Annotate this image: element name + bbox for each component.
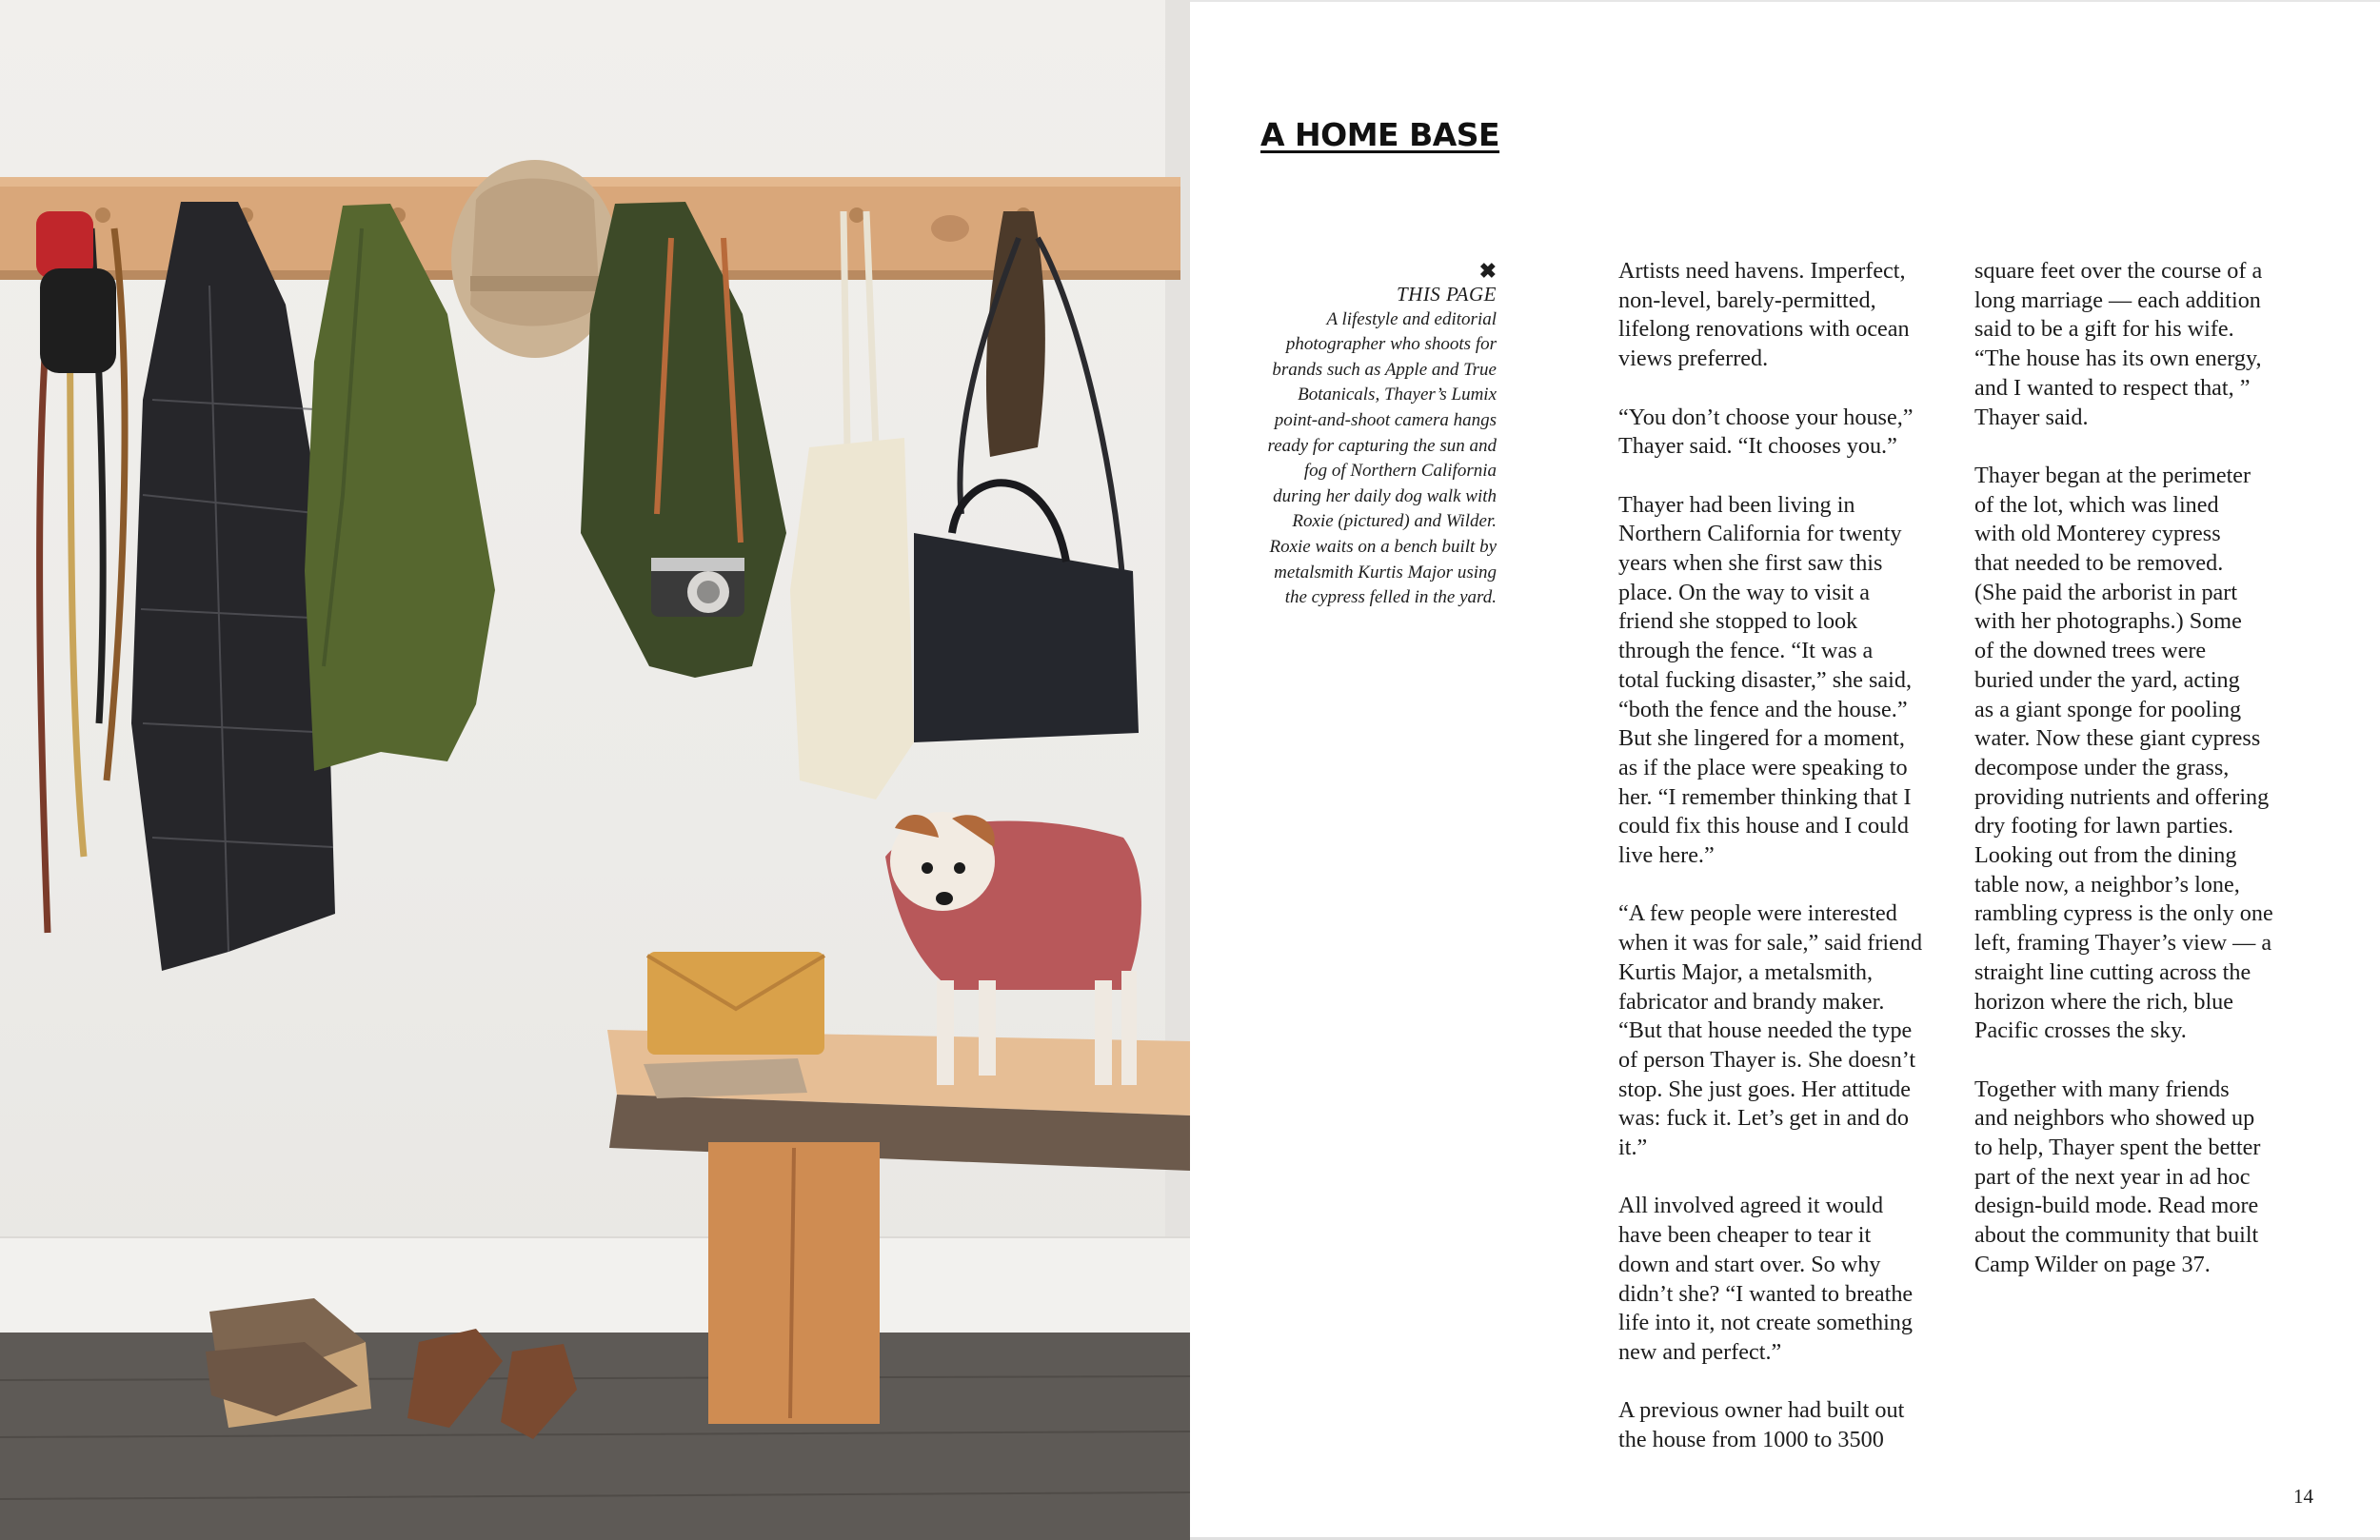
paragraph: square feet over the course of a long marriage — each addition said to be a gift for his wife. “The house has its own energy, and I wanted to respect that, ” Thayer said. bbox=[1974, 258, 2263, 430]
leather-envelope bbox=[647, 952, 824, 1055]
caption-body: A lifestyle and editorial photographer who shoots for brands such as Apple and True Botanicals, Thayer’s Lumix point-and-shoot camera hangs ready for capturing the sun and fog of Northern California during her daily dog walk with Roxie (pictured) and Wilder. Roxie waits on a bench built by metalsmith Kurtis Major using the cypress felled in the yard. bbox=[1267, 308, 1497, 608]
caption-x-icon: ✖ bbox=[1478, 259, 1497, 283]
paragraph: A previous owner had built out the house from 1000 to 3500 bbox=[1618, 1397, 1905, 1453]
headline: A HOME BASE bbox=[1260, 116, 1500, 153]
canvas-tote bbox=[790, 438, 914, 800]
article-column-1 bbox=[1618, 257, 1961, 1484]
paragraph: Thayer had been living in Northern California for twenty years when she first saw this place. On the way to visit a friend she stopped to look through the fence. “It was a total fucking disaster,” she said, “both the fence and the house.” But she lingered for a moment, as if the place were speaking to her. “I remember thinking that I could fix this house and I could live here.” bbox=[1618, 491, 1913, 869]
paragraph: “A few people were interested when it was for sale,” said friend Kurtis Major, a metalsmith, fabricator and brandy maker. “But that house needed the type of person Thayer is. She doesn’t stop. She just goes. Her attitude was: fuck it. Let’s get in and do it.” bbox=[1618, 900, 1923, 1161]
red-pouch bbox=[36, 211, 93, 278]
paragraph: Artists need havens. Imperfect, non-level, barely-permitted, lifelong renovations with ocean views preferred. bbox=[1618, 258, 1910, 372]
black-pouch bbox=[40, 268, 116, 373]
lumix-camera bbox=[651, 558, 744, 617]
wood-knot bbox=[931, 215, 969, 242]
page-number: 14 bbox=[2293, 1485, 2313, 1508]
baseboard bbox=[0, 1237, 1190, 1333]
photo-caption bbox=[1255, 261, 1497, 611]
black-tweed-coat bbox=[131, 202, 335, 971]
paragraph: Thayer began at the perimeter of the lot, which was lined with old Monterey cypress that needed to be removed. (She paid the arborist in part with her photographs.) Some of the downed trees were buried under the yard, acting as a giant sponge for pooling water. Now these giant cypress decompose under the grass, providing nutrients and offering dry footing for lawn parties. Looking out from the dining table now, a neighbor’s lone, rambling cypress is the only one left, framing Thayer’s view — a straight line cutting across the horizon where the rich, blue Pacific crosses the sky. bbox=[1974, 462, 2273, 1044]
paragraph: All involved agreed it would have been cheaper to tear it down and start over. So why didn’t she? “I wanted to breathe life into it, not create something new and perfect.” bbox=[1618, 1193, 1914, 1365]
caption-title: THIS PAGE bbox=[1396, 283, 1497, 306]
paragraph: Together with many friends and neighbors who showed up to help, Thayer spent the better part of the next year in ad hoc design-build mode. Read more about the community that built Camp Wilder on page 37. bbox=[1974, 1076, 2261, 1277]
paragraph: “You don’t choose your house,” Thayer said. “It chooses you.” bbox=[1618, 404, 1914, 460]
article-column-2 bbox=[1974, 257, 2317, 1309]
book-on-bench bbox=[644, 1058, 807, 1098]
black-leather-bag bbox=[914, 533, 1139, 742]
